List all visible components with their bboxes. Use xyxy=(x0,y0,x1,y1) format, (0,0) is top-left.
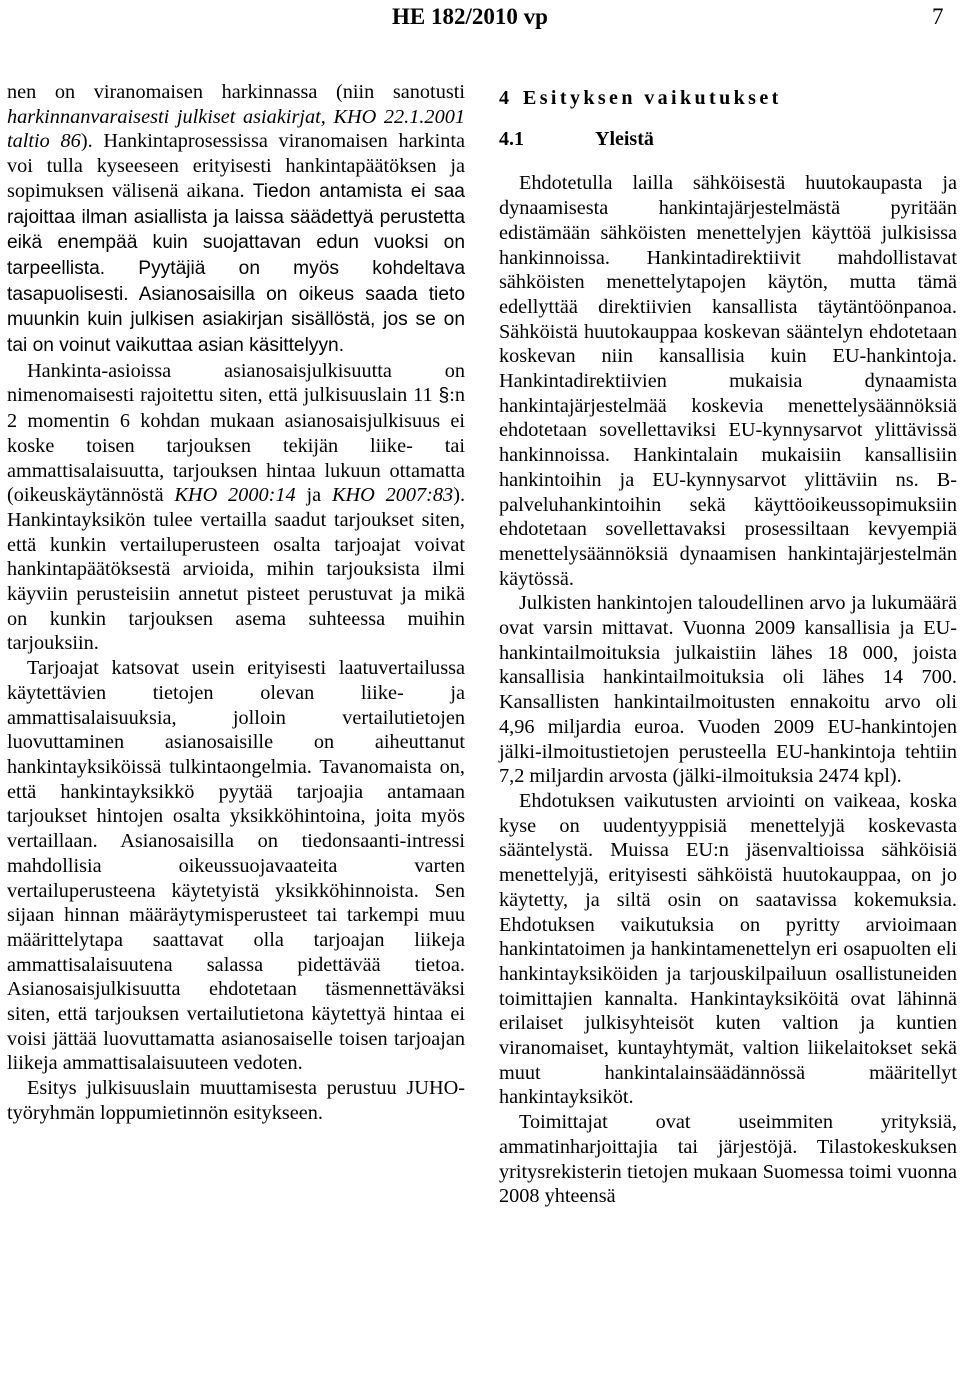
paragraph-disclosure xyxy=(7,80,465,359)
paragraph-electronic-auction: Ehdotetulla lailla sähköisestä huutokaupasta ja dynaamisesta hankintajärjestelmästä pyritään edistämään sähköisten menettelyjen käyttöä julkisissa hankinnoissa. Hankintadirektiivit mahdollistavat sähköisten menettelytapojen käytön, mutta tämä edellyttää direktiivien kansallista täytäntöönpanoa. Sähköistä huutokauppaa koskevan sääntelyn ehdotetaan koskevan niin kansallisia kuin EU-hankintoja. Hankintadirektiivien mukaisia dynaamista hankintajärjestelmää koskevia menettelysäännöksiä ehdotetaan sovellettaviksi EU-kynnysarvot ylittävissä hankinnoissa. Hankintalain mukaisiin kansallisiin hankintoihin ja EU-kynnysarvot ylittäviin ns. B-palveluhankintoihin sekä käyttöoikeussopimuksiin ehdotetaan sovellettavaksi prosessiltaan kevyempiä menettelysäännöksiä dynaamisen hankintajärjestelmän käytössä. xyxy=(499,172,957,590)
section-sign: § xyxy=(438,385,450,407)
left-column xyxy=(7,80,465,1126)
section-number: 4 xyxy=(499,87,509,109)
paragraph-party-publicity xyxy=(7,359,465,656)
paragraph-juho: Esitys julkisuuslain muuttamisesta perustuu JUHO- työryhmän loppumietinnön esitykseen. xyxy=(7,1077,465,1124)
sans-text-run: Tiedon antamista ei saa rajoittaa ilman asiallista ja laissa säädettyä perustetta eikä enempää kuin suojattavan edun vuoksi on tarpeellista. Pyytäjiä on myös kohdeltava tasapuolisesti. Asianosaisilla on oikeus saada tieto muunkin kuin julkisen asiakirjan sisällöstä, jos se on tai on voinut vaikuttaa asian käsittelyyn. xyxy=(7,180,465,357)
text-run: ). Hankintaprosessissa viranomaisen harkinta voi tulla kyseeseen erityisesti hankintapäätöksen ja sopimuksen välisenä aikana. xyxy=(7,130,465,202)
paragraph-procurement-value: Julkisten hankintojen taloudellinen arvo ja lukumäärä ovat varsin mittavat. Vuonna 2009 kansallisia ja EU-hankintailmoituksia julkaistiin lähes 18 000, joista kansallisia hankintailmoituksia oli lähes 14 700. Kansallisten hankintailmoitusten ennakoitu arvo oli 4,96 miljardia euroa. Vuoden 2009 EU-hankintojen jälki-ilmoitustietojen perusteella EU-hankintoja tehtiin 7,2 miljardin arvosta (jälki-ilmoituksia 2474 kpl). xyxy=(499,592,957,788)
document-id: HE 182/2010 vp xyxy=(392,4,548,29)
paragraph-tenderers: Tarjoajat katsovat usein erityisesti laatuvertailussa käytettävien tietojen olevan liike- ja ammattisalaisuuksia, jolloin vertailutietojen luovuttaminen asianosaisille on aiheuttanut hankintayksiköissä tulkintaongelmia. Tavanomaista on, että hankintayksikkö pyytää tarjoajia antamaan tarjoukset hintojen osalta yksikköhintoina, joita myös vertaillaan. Asianosaisilla on tiedonsaanti-intressi mahdollisia oikeussuojavaateita varten vertailuperusteena käytetyistä yksikköhinnoista. Sen sijaan hinnan määräytymisperusteet tai tarkempi muu määrittelytapa saattavat olla tarjoajan liikeja ammattisalaisuutena salassa pidettävää tietoa. Asianosaisjulkisuutta ehdotetaan täsmennettäväksi siten, että tarjouksen vertailutietona käytettyä hintaa ei voisi jättää luovuttamatta asianosaiselle toisen tarjoajan liikeja ammattisalaisuuteen vedoten. xyxy=(7,657,465,1075)
italic-citation: harkinnanvaraisesti julkiset asiakirjat, KHO 22.1.2001 taltio 86 xyxy=(7,105,465,153)
subsection-heading xyxy=(499,127,957,152)
italic-citation: KHO 2000:14 xyxy=(174,484,296,507)
subsection-number: 4.1 xyxy=(499,127,524,150)
text-run: ja xyxy=(295,484,332,507)
page-header xyxy=(0,0,960,40)
paragraph-suppliers: Toimittajat ovat useimmiten yrityksiä, ammatinharjoittajia tai järjestöjä. Tilastokeskuksen yritysrekisterin tietojen mukaan Suomessa toimi vuonna 2008 yhteensä xyxy=(499,1111,957,1208)
paragraph-impact-assessment: Ehdotuksen vaikutusten arviointi on vaikeaa, koska kyse on uudentyyppisiä menettelyjä koskevasta sääntelystä. Muissa EU:n jäsenvaltioissa sähköisiä menettelyjä, erityisesti sähköistä huutokauppaa, on jo käytetty, ja siltä osin on saatavissa kokemuksia. Ehdotuksen vaikutuksia on pyritty arvioimaan hankintatoimen ja hankintamenettelyn eri osapuolten eli hankintayksiköiden ja tarjouskilpailuun osallistuneiden toimittajien kannalta. Hankintayksiköitä ovat lähinnä erilaiset julkisyhteisöt kuten valtion ja kuntien viranomaiset, kuntayhtymät, valtion liikelaitokset sekä muut hankintalainsäädännössä määritellyt hankintayksiköt. xyxy=(499,789,957,1109)
right-column xyxy=(499,80,957,1209)
subsection-title: Yleistä xyxy=(595,127,654,150)
text-run: nen on viranomaisen harkinnassa (niin sanotusti xyxy=(7,81,465,103)
section-title: Esityksen vaikutukset xyxy=(523,87,782,109)
text-run: :n 2 momentin 6 kohdan mukaan asianosaisjulkisuus ei koske toisen tarjouksen tekijän liike- tai ammattisalaisuutta, tarjouksen hintaa lukuun ottamatta (oikeuskäytännöstä xyxy=(7,384,465,507)
section-heading xyxy=(499,86,957,111)
text-run: Hankinta-asioissa asianosaisjulkisuutta on nimenomaisesti rajoitettu siten, että julkisuuslain 11 xyxy=(7,359,465,407)
page-number: 7 xyxy=(932,4,944,29)
italic-citation: KHO 2007:83 xyxy=(331,484,454,507)
text-run: ). Hankintayksikön tulee vertailla saadut tarjoukset siten, että kunkin vertailuperusteen osalta tarjoajat voivat hankintapäätöksestä arvioida, mihin tarjouksista ilmi käyviin perusteisiin annetut pisteet perustuvat ja mikä on kunkin tarjouksen asema suhteessa muihin tarjouksiin. xyxy=(7,484,466,655)
